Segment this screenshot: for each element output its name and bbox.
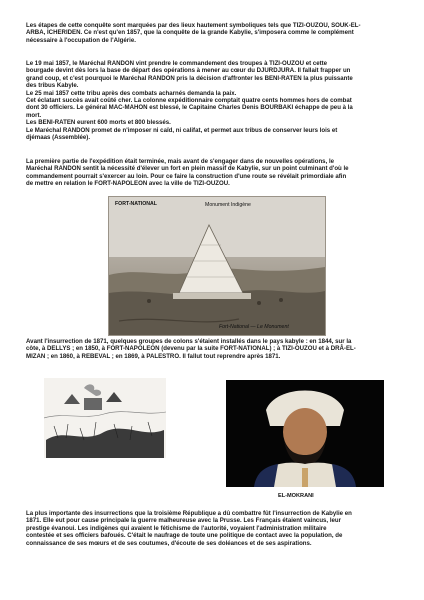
insurrection-engraving-image	[44, 378, 166, 458]
portrait-illustration	[226, 380, 384, 487]
paragraph-randon	[26, 60, 398, 141]
text-line: côte, à DELLYS ; en 1850, à FORT-NAPOLEON (devenu par la suite FORT-NATIONAL) ; à TIZI-OUZOU et à DRÂ-EL-	[26, 345, 356, 353]
text-line: Avant l'insurrection de 1871, quelques groupes de colons s'étaient installés dans le pays kabyle : en 1844, sur la	[26, 338, 352, 345]
text-line: de mettre en relation le FORT-NAPOLEON avec la ville de TIZI-OUZOU.	[26, 180, 230, 188]
portrait-caption: EL-MOKRANI	[278, 493, 314, 499]
text-line: bourgade devint dès lors la base de départ des opérations à mener au cœur du DJURDJURA. Il fallait frapper un	[26, 67, 351, 75]
text-line: commandement pourrait s'exercer au loin. Pour ce faire la construction d'une route se révélait primordiale afin	[26, 172, 347, 180]
text-line: Les étapes de cette conquête sont marquées par des lieux hautement symboliques tels que TIZI-OUZOU, SOUK-EL-	[26, 22, 361, 29]
paragraph-colons	[26, 338, 398, 360]
postcard-header: FORT-NATIONAL	[115, 201, 157, 207]
text-line: Cet éclatant succès avait coûté cher. La colonne expéditionnaire comptait quatre cents hommes hors de combat	[26, 97, 352, 105]
text-line: Le 25 mai 1857 cette tribu après des combats acharnés demanda la paix.	[26, 89, 237, 97]
text-line: dont 30 officiers. Le général MAC-MAHON est blessé, le Capitaine Charles Denis BOURBAKI échappe de peu à la	[26, 104, 353, 112]
text-line: Le Maréchal RANDON promet de n'imposer ni caïd, ni califat, et permet aux tribus de conserver leurs lois et	[26, 126, 338, 134]
text-line: MIZAN ; en 1860, à REBEVAL ; en 1869, à PALESTRO. Il fallut tout reprendre après 1871.	[26, 352, 281, 360]
text-line: Le 19 mai 1857, le Maréchal RANDON vint prendre le commandement des troupes à TIZI-OUZOU et cette	[26, 60, 328, 67]
text-line: ARBA, ICHERIDEN. Ce n'est qu'en 1857, que la conquête de la grande Kabylie, s'imposera comme le complément	[26, 29, 354, 37]
fort-national-postcard-image	[108, 196, 326, 336]
text-line: La première partie de l'expédition était terminée, mais avant de s'engager dans de nouvelles opérations, le	[26, 158, 335, 165]
text-line: grand coup, et c'est pourquoi le Maréchal RANDON pris la décision d'affronter les BENI-RATEN la plus puissante	[26, 74, 353, 82]
text-line: connaissance de ses mœurs et de ses coutumes, d'écoute de ses doléances et de ses aspirations.	[26, 539, 312, 547]
paragraph-fort	[26, 158, 398, 188]
text-line: mort.	[26, 111, 42, 119]
text-line: La plus importante des insurrections que la troisième République a dû combattre fût l'insurrection de Kabylie en	[26, 510, 352, 517]
engraving-illustration	[44, 378, 166, 458]
el-mokrani-portrait-image	[226, 380, 384, 487]
text-line: Maréchal RANDON sentit la nécessité d'élever un fort en plein massif de Kabylie, sur un point culminant d'où le	[26, 165, 349, 173]
text-line: djémaas (Assemblée).	[26, 134, 91, 142]
text-line: nécessaire à l'occupation de l'Algérie.	[26, 36, 136, 44]
text-line: prestige évanoui. Les indigènes qui avaient le fétichisme de l'autorité, voyaient l'administration militaire	[26, 524, 327, 532]
paragraph-insurrection	[26, 510, 398, 547]
text-line: 1871. Elle eut pour cause principale la guerre malheureuse avec la Prusse. Les Français étaient vaincus, leur	[26, 517, 341, 525]
paragraph-intro	[26, 22, 398, 44]
text-line: Les BENI-RATEN eurent 600 morts et 800 blessés.	[26, 119, 171, 127]
postcard-footer: Fort-National — Le Monument	[219, 324, 289, 330]
postcard-title: Monument Indigène	[205, 202, 251, 208]
text-line: des tribus Kabyle.	[26, 82, 79, 90]
text-line: contestée et ses officiers bafoués. C'était le naufrage de toute une politique de contact avec la population, de	[26, 532, 343, 540]
postcard-illustration	[109, 197, 325, 335]
